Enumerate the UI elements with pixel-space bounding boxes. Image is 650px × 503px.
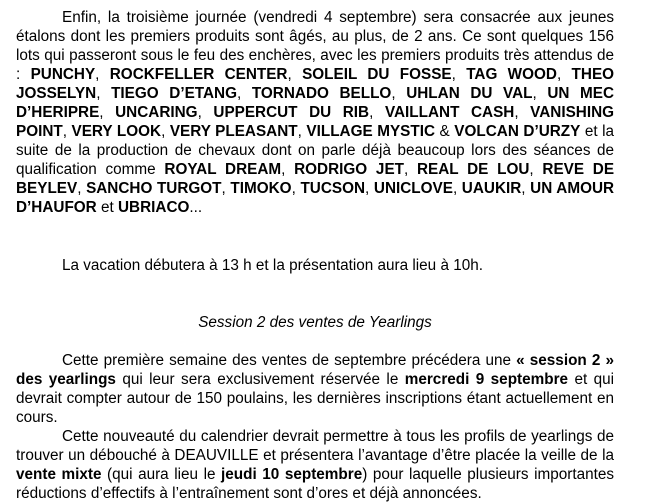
horse-name: VILLAGE MYSTIC [306,123,436,140]
horse-name: UN MEC D’HERIPRE [16,85,615,121]
spacer [16,332,614,351]
horse-name: TIEGO D’ETANG [111,85,237,102]
horse-name: RODRIGO JET [294,161,404,178]
emphasis-text: mercredi 9 septembre [404,371,569,388]
horse-name: TORNADO BELLO [251,85,392,102]
horse-name: TIMOKO [230,180,292,197]
horse-name: VERY PLEASANT [169,123,298,140]
horse-name: UHLAN DU VAL [406,85,533,102]
paragraph-third-day: Enfin, la troisième journée (vendredi 4 septembre) sera consacrée aux jeunes étalons dont les premiers produits sont âgés, au plus, de 2 ans. Ce sont quelques 156 lots qui passeront sous le feu des enchères, avec les premiers produits très attendus de : PUNCHY, ROCKFELLER CENTER, SOLEIL DU FOSSE, TAG WOOD, THEO JOSSELYN, TIEGO D’ETANG, TORNADO BELLO, UHLAN DU VAL, UN MEC D’HERIPRE, UNCARING, UPPERCUT DU RIB, VAILLANT CASH, VANISHING POINT, VERY LOOK, VERY PLEASANT, VILLAGE MYSTIC & VOLCAN D’URZY et la suite de la production de chevaux dont on parle déjà beaucoup lors des séances de qualification comme ROYAL DREAM, RODRIGO JET, REAL DE LOU, REVE DE BEYLEV, SANCHO TURGOT, TIMOKO, TUCSON, UNICLOVE, UAUKIR, UN AMOUR D’HAUFOR et UBRIACO... [16,9,615,216]
horse-name: THEO JOSSELYN [16,66,615,102]
horse-name: SANCHO TURGOT [86,180,222,197]
horse-name: VERY LOOK [71,123,162,140]
emphasis-text: vente mixte [16,466,102,483]
horse-name: UNICLOVE [373,180,453,197]
horse-name: REVE DE BEYLEV [16,161,615,197]
horse-name: PUNCHY [30,66,96,83]
document-page [16,8,614,503]
emphasis-text: « session 2 » des yearlings [16,352,614,388]
horse-name: SOLEIL DU FOSSE [302,66,452,83]
paragraph-schedule: La vacation débutera à 13 h et la présentation aura lieu à 10h. [62,257,483,274]
horse-name: TUCSON [300,180,366,197]
spacer [16,275,614,313]
horse-name: UBRIACO [118,199,190,216]
horse-name: TAG WOOD [466,66,557,83]
paragraph-calendar: Cette nouveauté du calendrier devrait permettre à tous les profils de yearlings de trouver un débouché à DEAUVILLE et présentera l’avantage d’être placée la veille de la vente mixte (qui aura lieu le jeudi 10 septembre) pour laquelle plusieurs importantes réductions d’effectifs à l’entraînement sont d’ores et déjà annoncées. [16,428,614,502]
emphasis-text: jeudi 10 septembre [221,466,363,483]
body-text: Enfin, la troisième journée (vendredi 4 septembre) sera consacrée aux jeunes étalons dont les premiers produits sont âgés, au plus, de 2 ans. Ce sont quelques 156 lots qui passeront sous le feu des enchères, avec les premiers produits très attendus de : [16,9,614,83]
horse-name: VAILLANT CASH [384,104,515,121]
horse-name: VOLCAN D’URZY [454,123,581,140]
horse-name: UN AMOUR D’HAUFOR [16,180,615,216]
horse-name: UAUKIR [461,180,522,197]
horse-name: UNCARING [115,104,198,121]
horse-name: ROCKFELLER CENTER [109,66,288,83]
horse-name: REAL DE LOU [417,161,530,178]
paragraph-session-2: Cette première semaine des ventes de septembre précédera une « session 2 » des yearlings qui leur sera exclusivement réservée le mercredi 9 septembre et qui devrait compter autour de 150 poulains, les dernières inscriptions étant actuellement en cours. [16,352,615,426]
horse-name: VANISHING POINT [16,104,615,140]
horse-name: UPPERCUT DU RIB [213,104,370,121]
horse-name: ROYAL DREAM [164,161,282,178]
section-title: Session 2 des ventes de Yearlings [198,314,432,331]
spacer [16,217,614,256]
